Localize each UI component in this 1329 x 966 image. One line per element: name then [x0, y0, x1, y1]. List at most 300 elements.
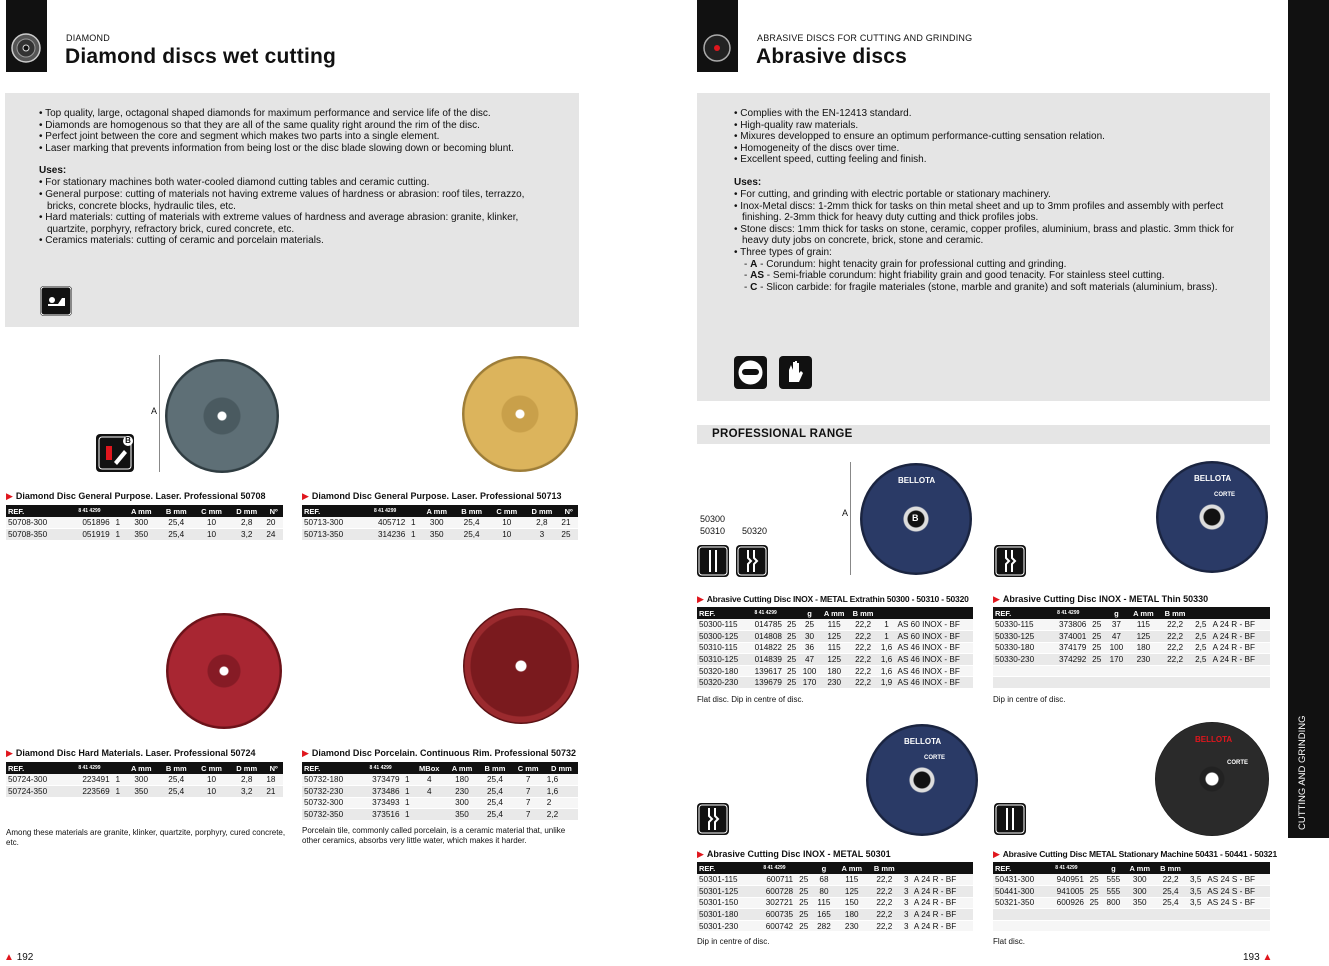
- table-cell: 22,2: [868, 897, 901, 909]
- table-cell: 25: [784, 631, 799, 643]
- table-cell: A 24 R - BF: [1211, 654, 1270, 666]
- product-50330-title: ▶ Abrasive Cutting Disc INOX - METAL Thin 50330: [993, 594, 1209, 604]
- table-header-cell: [112, 762, 124, 774]
- table-cell: 25: [795, 909, 812, 921]
- right-info-panel: [697, 93, 1270, 401]
- table-cell: 25: [784, 642, 799, 654]
- table-row: [302, 786, 578, 798]
- table-cell: 1,6: [878, 642, 896, 654]
- table-cell: 374001: [1048, 631, 1088, 643]
- table-cell: AS 60 INOX - BF: [895, 631, 973, 643]
- disc-50301-word: CORTE: [924, 755, 945, 761]
- table-cell: [1088, 665, 1105, 677]
- table-cell: 7: [512, 786, 545, 798]
- table-cell: 940951: [1047, 874, 1086, 886]
- table-row: [697, 909, 973, 921]
- table-cell: [1086, 920, 1102, 932]
- table-cell: 314236: [363, 529, 407, 541]
- product-50724-title: ▶ Diamond Disc Hard Materials. Laser. Professional 50724: [6, 748, 256, 758]
- table-cell: 22,2: [1159, 654, 1191, 666]
- table-header-cell: A mm: [820, 607, 849, 619]
- table-cell: 25: [1088, 654, 1105, 666]
- table-header-cell: [112, 505, 124, 517]
- table-cell: 50732-350: [302, 809, 360, 821]
- gloves-icon: [779, 356, 812, 389]
- table-cell: 37: [1105, 619, 1128, 631]
- table-header-cell: 8 41 4299: [1047, 862, 1086, 874]
- table-header-row: [302, 762, 578, 774]
- table-header-cell: REF.: [6, 762, 67, 774]
- table-cell: 300: [124, 774, 159, 786]
- table-cell: A 24 R - BF: [1211, 631, 1270, 643]
- table-cell: 1,6: [545, 786, 578, 798]
- table-header-cell: A mm: [419, 505, 454, 517]
- product-50300-note: Flat disc. Dip in centre of disc.: [697, 695, 804, 704]
- disc-50301-brand: BELLOTA: [904, 737, 942, 746]
- right-feature-item: • Excellent speed, cutting feeling and finish.: [734, 154, 1244, 166]
- product-50708-table: [6, 505, 283, 541]
- table-header-cell: REF.: [993, 862, 1047, 874]
- table-cell: 051896: [67, 517, 111, 529]
- table-row: [993, 909, 1270, 921]
- table-cell: 7: [512, 809, 545, 821]
- table-row: [993, 886, 1270, 898]
- table-cell: 1: [407, 529, 419, 541]
- product-50732-table: [302, 762, 578, 821]
- product-50301-note: Dip in centre of disc.: [697, 937, 770, 946]
- table-cell: AS 60 INOX - BF: [895, 619, 973, 631]
- table-cell: 25,4: [159, 529, 194, 541]
- table-cell: 25: [795, 874, 812, 886]
- table-cell: 300: [446, 797, 479, 809]
- table-cell: 2,8: [524, 517, 559, 529]
- table-cell: 555: [1102, 874, 1124, 886]
- right-use-item: • Three types of grain:: [734, 247, 1244, 259]
- goggles-icon: [734, 356, 767, 389]
- table-cell: 2,8: [229, 517, 264, 529]
- table-cell: 600926: [1047, 897, 1086, 909]
- table-cell: 2,2: [545, 809, 578, 821]
- table-cell: A 24 R - BF: [912, 886, 973, 898]
- table-header-cell: B mm: [159, 762, 194, 774]
- product-50713-table: [302, 505, 578, 541]
- cutting-type-b-label: B: [123, 436, 133, 446]
- table-cell: [1186, 909, 1205, 921]
- left-uses-list: [39, 177, 549, 247]
- table-header-cell: [1191, 607, 1211, 619]
- table-cell: 4: [413, 786, 446, 798]
- table-cell: 50732-230: [302, 786, 360, 798]
- flat-disc-icon-50431: [994, 803, 1026, 835]
- table-cell: 22,2: [1159, 631, 1191, 643]
- table-row: [302, 517, 578, 529]
- right-feature-item: • Complies with the EN-12413 standard.: [734, 108, 1244, 120]
- table-cell: 3: [524, 529, 559, 541]
- table-cell: [1047, 909, 1086, 921]
- left-uses-heading: Uses:: [39, 165, 67, 177]
- table-row: [697, 654, 973, 666]
- product-50431-note: Flat disc.: [993, 937, 1026, 946]
- table-header-row: [993, 862, 1270, 874]
- grain-description: - Slicon carbide: for fragile materiales (stone, marble and granite) and soft materials (aluminium, brass).: [757, 281, 1218, 293]
- table-cell: 50713-350: [302, 529, 363, 541]
- table-cell: 25: [1088, 631, 1105, 643]
- table-cell: 350: [446, 809, 479, 821]
- left-page-number: ▲ 192: [4, 952, 34, 963]
- table-cell: 2,5: [1191, 619, 1211, 631]
- table-cell: [1211, 665, 1270, 677]
- table-cell: 47: [1105, 631, 1128, 643]
- professional-range-title: PROFESSIONAL RANGE: [712, 428, 853, 440]
- table-cell: 22,2: [849, 619, 878, 631]
- table-cell: 223491: [67, 774, 111, 786]
- table-cell: 1: [402, 786, 413, 798]
- table-cell: 230: [836, 920, 868, 932]
- disc-50713-image: [462, 356, 578, 472]
- table-cell: 50310-115: [697, 642, 747, 654]
- table-cell: AS 46 INOX - BF: [895, 654, 973, 666]
- left-info-panel: [5, 93, 579, 327]
- table-cell: 3,5: [1186, 897, 1205, 909]
- table-cell: 350: [124, 786, 159, 798]
- table-cell: 21: [264, 786, 283, 798]
- table-cell: 50301-115: [697, 874, 754, 886]
- table-cell: 1: [878, 631, 896, 643]
- table-header-cell: B mm: [454, 505, 489, 517]
- table-header-cell: C mm: [512, 762, 545, 774]
- table-cell: 1,6: [878, 654, 896, 666]
- disc-50300-brand: BELLOTA: [898, 476, 936, 485]
- table-header-cell: B mm: [159, 505, 194, 517]
- table-cell: 223569: [67, 786, 111, 798]
- table-cell: 22,2: [1159, 642, 1191, 654]
- table-cell: 3,5: [1186, 886, 1205, 898]
- table-header-row: [6, 505, 283, 517]
- table-header-cell: 8 41 4299: [67, 505, 111, 517]
- table-cell: 20: [264, 517, 283, 529]
- table-cell: 80: [812, 886, 835, 898]
- table-cell: 50330-230: [993, 654, 1048, 666]
- table-cell: 22,2: [849, 677, 878, 689]
- grain-code: A: [750, 258, 758, 270]
- table-row: [697, 886, 973, 898]
- table-cell: 300: [1124, 886, 1155, 898]
- table-row: [697, 619, 973, 631]
- product-50431-table: [993, 862, 1270, 932]
- table-header-cell: A mm: [1128, 607, 1159, 619]
- table-cell: 600711: [754, 874, 795, 886]
- table-cell: 180: [836, 909, 868, 921]
- table-cell: 25: [1086, 874, 1102, 886]
- table-cell: 1,6: [878, 665, 896, 677]
- table-cell: 350: [1124, 897, 1155, 909]
- table-cell: 25,4: [1155, 886, 1186, 898]
- table-cell: 3,5: [1186, 874, 1205, 886]
- table-cell: 22,2: [1159, 619, 1191, 631]
- table-cell: [1124, 909, 1155, 921]
- table-header-cell: [1086, 862, 1102, 874]
- table-cell: 3,2: [229, 786, 264, 798]
- table-cell: 25,4: [478, 797, 511, 809]
- table-cell: 350: [124, 529, 159, 541]
- table-cell: 1: [112, 517, 124, 529]
- table-header-cell: 8 41 4299: [754, 862, 795, 874]
- table-cell: 374292: [1048, 654, 1088, 666]
- table-cell: [1159, 677, 1191, 689]
- disc-50301-image: [866, 724, 978, 836]
- table-header-cell: A mm: [446, 762, 479, 774]
- bellota-logo-icon: ▲: [4, 952, 14, 963]
- table-header-cell: REF.: [993, 607, 1048, 619]
- table-cell: 3: [901, 886, 912, 898]
- left-use-item: • Ceramics materials: cutting of ceramic and porcelain materials.: [39, 235, 549, 247]
- table-cell: A 24 R - BF: [912, 874, 973, 886]
- table-cell: 50300-125: [697, 631, 747, 643]
- table-cell: 2,8: [229, 774, 264, 786]
- disc-50330-word: CORTE: [1214, 492, 1235, 498]
- table-cell: 25,4: [159, 517, 194, 529]
- table-cell: 373806: [1048, 619, 1088, 631]
- table-cell: [1086, 909, 1102, 921]
- table-cell: 10: [194, 517, 229, 529]
- table-header-cell: [1205, 862, 1270, 874]
- table-header-cell: D mm: [545, 762, 578, 774]
- dimension-a-line-right: [850, 462, 851, 575]
- table-cell: 10: [194, 774, 229, 786]
- table-cell: AS 24 S - BF: [1205, 886, 1270, 898]
- grain-types-list: [734, 259, 1244, 294]
- disc-50732-image: [463, 608, 579, 724]
- table-cell: 125: [820, 631, 849, 643]
- right-feature-item: • Homogeneity of the discs over time.: [734, 143, 1244, 155]
- bellota-logo-icon-right: ▲: [1262, 952, 1273, 963]
- table-cell: 50301-125: [697, 886, 754, 898]
- grain-type-item: - C - Slicon carbide: for fragile materiales (stone, marble and granite) and soft materials (aluminium, brass).: [744, 281, 1218, 293]
- table-cell: 180: [446, 774, 479, 786]
- table-cell: 50732-180: [302, 774, 360, 786]
- product-50301-title: ▶ Abrasive Cutting Disc INOX - METAL 50301: [697, 849, 891, 859]
- table-cell: 25,4: [159, 774, 194, 786]
- table-cell: 47: [799, 654, 820, 666]
- disc-50431-image: [1155, 722, 1269, 836]
- table-header-cell: D mm: [524, 505, 559, 517]
- table-cell: 1: [402, 774, 413, 786]
- table-header-cell: MBox: [413, 762, 446, 774]
- section-sidebar-label: CUTTING AND GRINDING: [1297, 715, 1308, 830]
- table-row: [6, 786, 283, 798]
- table-header-cell: 8 41 4299: [747, 607, 784, 619]
- table-cell: 014839: [747, 654, 784, 666]
- table-cell: [1048, 677, 1088, 689]
- table-row: [697, 874, 973, 886]
- table-header-cell: D mm: [229, 505, 264, 517]
- table-cell: 2,5: [1191, 631, 1211, 643]
- table-row: [697, 631, 973, 643]
- table-cell: 50724-300: [6, 774, 67, 786]
- table-cell: 50320-230: [697, 677, 747, 689]
- table-cell: 2,5: [1191, 654, 1211, 666]
- table-cell: 25,4: [454, 517, 489, 529]
- table-header-cell: REF.: [302, 505, 363, 517]
- table-cell: 25: [559, 529, 578, 541]
- table-row: [697, 897, 973, 909]
- product-50732-note: Porcelain tile, commonly called porcelain, is a ceramic material that, unlike other ceramics, absorbs very little water, which makes it harder.: [302, 826, 566, 845]
- table-cell: 373493: [360, 797, 402, 809]
- right-category: ABRASIVE DISCS FOR CUTTING AND GRINDING: [757, 33, 973, 43]
- grain-type-item: - A - Corundum: hight tenacity grain for professional cutting and grinding.: [744, 258, 1067, 270]
- table-cell: AS 24 S - BF: [1205, 897, 1270, 909]
- table-row: [302, 529, 578, 541]
- table-cell: [1047, 920, 1086, 932]
- right-uses-heading: Uses:: [734, 176, 762, 188]
- table-cell: 25: [1086, 886, 1102, 898]
- table-header-cell: g: [799, 607, 820, 619]
- table-cell: 100: [799, 665, 820, 677]
- table-cell: 125: [820, 654, 849, 666]
- table-row: [6, 529, 283, 541]
- table-header-cell: A mm: [124, 762, 159, 774]
- table-header-cell: [1211, 607, 1270, 619]
- table-cell: 10: [194, 529, 229, 541]
- disc-50431-word: CORTE: [1227, 760, 1248, 766]
- left-feature-item: • Laser marking that prevents information from being lost or the disc blade slowing down or becoming blunt.: [39, 143, 549, 155]
- table-cell: 21: [559, 517, 578, 529]
- table-cell: 24: [264, 529, 283, 541]
- table-cell: 1: [402, 809, 413, 821]
- table-cell: 50301-150: [697, 897, 754, 909]
- table-header-row: [6, 762, 283, 774]
- right-page-number: 193 ▲: [1243, 952, 1273, 963]
- table-cell: [1105, 677, 1128, 689]
- table-row: [993, 665, 1270, 677]
- table-cell: 50330-115: [993, 619, 1048, 631]
- table-header-row: [697, 862, 973, 874]
- table-cell: 50321-350: [993, 897, 1047, 909]
- table-cell: 170: [1105, 654, 1128, 666]
- table-cell: 051919: [67, 529, 111, 541]
- table-cell: 300: [124, 517, 159, 529]
- wet-cutting-icon: [40, 286, 72, 316]
- professional-range-bar: [697, 425, 1270, 444]
- table-header-cell: A mm: [124, 505, 159, 517]
- table-cell: 300: [1124, 874, 1155, 886]
- table-cell: 3: [901, 874, 912, 886]
- diamond-category-icon: [6, 0, 47, 72]
- depressed-centre-icon-50301: [697, 803, 729, 835]
- table-cell: 22,2: [849, 631, 878, 643]
- table-cell: 170: [799, 677, 820, 689]
- table-cell: 36: [799, 642, 820, 654]
- product-50431-title: ▶ Abrasive Cutting Disc METAL Stationary Machine 50431 - 50441 - 50321: [993, 849, 1277, 859]
- right-feature-item: • Mixures developped to ensure an optimum performance-cutting sensation relation.: [734, 131, 1244, 143]
- disc-50300-center-label: B: [912, 513, 919, 523]
- table-cell: [1191, 677, 1211, 689]
- table-cell: 25: [799, 619, 820, 631]
- table-cell: 25: [784, 677, 799, 689]
- table-cell: 115: [812, 897, 835, 909]
- table-cell: [1186, 920, 1205, 932]
- table-cell: 25: [795, 897, 812, 909]
- dimension-a-label: A: [151, 406, 158, 416]
- right-uses-list: [734, 189, 1244, 259]
- disc-50708-image: [165, 359, 279, 473]
- table-cell: 22,2: [868, 920, 901, 932]
- left-category: DIAMOND: [66, 33, 110, 43]
- table-header-cell: [402, 762, 413, 774]
- left-feature-item: • Top quality, large, octagonal shaped diamonds for maximum performance and service life of the disc.: [39, 108, 549, 120]
- table-header-cell: Nº: [264, 505, 283, 517]
- table-header-cell: [407, 505, 419, 517]
- table-cell: 014822: [747, 642, 784, 654]
- right-use-item: • For cutting, and grinding with electric portable or stationary machinery.: [734, 189, 1244, 201]
- table-cell: 115: [820, 642, 849, 654]
- disc-50330-image: [1156, 461, 1268, 573]
- table-cell: [1155, 909, 1186, 921]
- table-cell: 25: [784, 665, 799, 677]
- table-header-cell: 8 41 4299: [363, 505, 407, 517]
- table-cell: 115: [836, 874, 868, 886]
- product-50330-table: [993, 607, 1270, 689]
- table-cell: 22,2: [849, 642, 878, 654]
- right-page-title: Abrasive discs: [756, 45, 908, 68]
- table-cell: 50708-350: [6, 529, 67, 541]
- left-use-item: • General purpose: cutting of materials not having extreme values of hardness or abrasion: roof tiles, terrazzo, bricks, concrete blocks, hydraulic tiles, etc.: [39, 189, 549, 212]
- cutting-type-icon: [96, 434, 134, 472]
- table-cell: [993, 677, 1048, 689]
- table-cell: 7: [512, 774, 545, 786]
- table-cell: 302721: [754, 897, 795, 909]
- table-cell: 22,2: [868, 909, 901, 921]
- table-row: [993, 619, 1270, 631]
- table-row: [302, 774, 578, 786]
- table-cell: 50708-300: [6, 517, 67, 529]
- table-cell: 25,4: [478, 774, 511, 786]
- table-cell: 25: [1086, 897, 1102, 909]
- table-cell: 139617: [747, 665, 784, 677]
- table-header-cell: 8 41 4299: [1048, 607, 1088, 619]
- left-features-list: [39, 108, 549, 154]
- table-cell: [1124, 920, 1155, 932]
- table-header-cell: g: [1102, 862, 1124, 874]
- table-cell: 1: [402, 797, 413, 809]
- table-cell: 25: [1088, 642, 1105, 654]
- range-ref-50320: 50320: [742, 526, 768, 536]
- table-cell: 139679: [747, 677, 784, 689]
- product-50724-table: [6, 762, 283, 798]
- table-header-cell: C mm: [489, 505, 524, 517]
- right-features-list: [734, 108, 1244, 166]
- table-cell: [993, 909, 1047, 921]
- table-header-cell: C mm: [194, 762, 229, 774]
- table-cell: 68: [812, 874, 835, 886]
- table-cell: 100: [1105, 642, 1128, 654]
- table-cell: AS 24 S - BF: [1205, 874, 1270, 886]
- table-cell: A 24 R - BF: [912, 909, 973, 921]
- table-cell: 125: [1128, 631, 1159, 643]
- dimension-a-line: [159, 355, 160, 472]
- table-row: [697, 677, 973, 689]
- grain-type-item: - AS - Semi-friable corundum: hight friability grain and good tenacity. For stainless steel cutting.: [744, 270, 1165, 282]
- table-cell: A 24 R - BF: [1211, 642, 1270, 654]
- product-50713-title: ▶ Diamond Disc General Purpose. Laser. Professional 50713: [302, 491, 562, 501]
- table-cell: 50310-125: [697, 654, 747, 666]
- depressed-centre-icon-50330: [994, 545, 1026, 577]
- table-header-cell: [895, 607, 973, 619]
- table-cell: 25: [1088, 619, 1105, 631]
- table-header-cell: C mm: [194, 505, 229, 517]
- table-cell: 014808: [747, 631, 784, 643]
- table-cell: [1128, 677, 1159, 689]
